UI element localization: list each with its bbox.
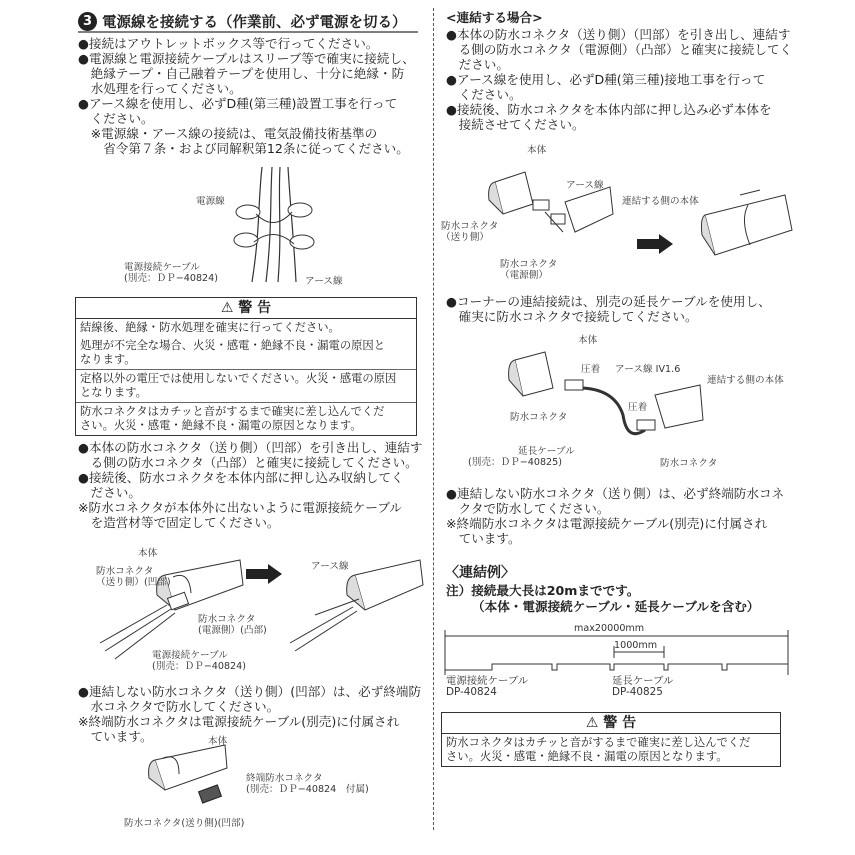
- fig2-cable-line2: (別売：ＤＰ−40824): [152, 661, 247, 672]
- fig5-earth-label: アース線 IV1.6: [615, 364, 681, 375]
- end-line: ※終端防水コネクタは電源接続ケーブル(別売)に付属され: [446, 516, 768, 531]
- fig5-body-label: 本体: [578, 335, 598, 346]
- fig4-earth-label: アース線: [566, 180, 604, 191]
- connect-line: ●接続後、防水コネクタを本体内部に押し込み必ず本体を: [446, 102, 772, 117]
- end-text-left: [78, 684, 421, 744]
- warning-line: なります。: [80, 353, 136, 366]
- fig5-connector-right-label: 防水コネクタ: [660, 458, 718, 469]
- linking-illustration-before: [485, 152, 615, 242]
- warning-line: 結線後、絶縁・防水処理を確実に行ってください。: [80, 321, 340, 334]
- intro-line: ●アース線を使用し、必ずD種(第三種)設置工事を行って: [78, 96, 398, 111]
- warning-row: [76, 403, 416, 435]
- linking-illustration-after: [700, 190, 800, 280]
- connect-line: ださい。: [78, 485, 141, 500]
- connect-text-right: [446, 27, 792, 132]
- fig4-feed-line2: （送り側）: [441, 232, 489, 243]
- example-note-1: 注）接続最大長は20mまでです。: [446, 583, 640, 598]
- fig2-earth-label: アース線: [311, 561, 349, 572]
- warning-row: [76, 370, 416, 403]
- warning-line: 定格以外の電圧では使用しないでください。火災・感電の原因: [80, 372, 397, 385]
- connect-line: る側の防水コネクタ（電源側）（凸部）と確実に接続してく: [446, 42, 793, 57]
- warning-box-right: [441, 712, 781, 767]
- intro-line: 絶縁テープ・自己融着テープを使用し、十分に絶縁・防: [78, 66, 405, 81]
- end-line: ●連結しない防水コネクタ（送り側）(凹部）は、必ず終端防: [78, 684, 422, 699]
- fig4-feed-line1: 防水コネクタ: [441, 221, 499, 232]
- example-ext-label: [612, 676, 673, 698]
- fig4-power-line1: 防水コネクタ: [500, 259, 558, 270]
- fig4-power-line2: （電源側）: [500, 270, 548, 281]
- end-line: 水コネクタで防水してください。: [78, 699, 280, 714]
- intro-line: ※電源線・アース線の接続は、電気設備技術基準の: [78, 126, 378, 141]
- fig2-power-line1: 防水コネクタ: [198, 614, 256, 625]
- fig5-crimp1-label: 圧着: [581, 364, 601, 375]
- example-cable-line1: 電源接続ケーブル: [446, 675, 529, 687]
- column-divider: [433, 8, 434, 830]
- end-line: クタで防水してください。: [446, 501, 610, 516]
- max-length-label: max20000mm: [574, 623, 645, 634]
- example-heading: 〈連結例〉: [445, 565, 515, 581]
- fig3-feed-label: 防水コネクタ(送り側)(凹部): [124, 818, 245, 829]
- fig5-ext-line1: 延長ケーブル: [518, 446, 575, 457]
- fig5-side-body-label: 連結する側の本体: [707, 375, 784, 386]
- section-title: 電源線を接続する（作業前、必ず電源を切る）: [102, 15, 407, 31]
- corner-line: 確実に防水コネクタで接続してください。: [446, 309, 698, 324]
- fig2-cable-line1: 電源接続ケーブル: [152, 650, 228, 661]
- warning-title-text: 警 告: [603, 715, 637, 731]
- fig4-side-body-label: 連結する側の本体: [622, 196, 699, 207]
- fig1-cable-label: [124, 262, 218, 284]
- connect-text-left: [78, 440, 422, 530]
- intro-line: 省令第７条・および同解釈第12条に従ってください。: [78, 141, 409, 156]
- connection-example-diagram: [442, 630, 802, 680]
- intro-text: [78, 36, 415, 156]
- connect-line: 接続させてください。: [446, 117, 585, 132]
- fig3-end-label: [246, 773, 369, 795]
- warning-title-text: 警 告: [238, 300, 272, 316]
- section-heading: [78, 11, 407, 32]
- end-text-right: [446, 486, 784, 546]
- warning-title: [76, 298, 416, 319]
- unit-length-label: 1000mm: [614, 640, 658, 651]
- connector-unit-illustration-after: [285, 555, 425, 665]
- corner-text: [446, 294, 771, 324]
- warning-row: [76, 319, 416, 337]
- fig1-cable-line1: 電源接続ケーブル: [124, 262, 200, 273]
- wire-junction-illustration: [200, 162, 340, 292]
- fig2-power-label: [198, 614, 267, 636]
- connect-line: を造営材等で固定してください。: [78, 515, 280, 530]
- example-cable-line2: DP-40824: [446, 686, 497, 698]
- connect-line: ※防水コネクタが本体外に出ないように電源接続ケーブル: [78, 500, 403, 515]
- corner-linking-illustration: [505, 330, 705, 460]
- warning-triangle-icon: ⚠: [220, 300, 234, 316]
- fig4-body-label: 本体: [527, 145, 547, 156]
- intro-line: ●電源線と電源接続ケーブルはスリーブ等で確実に接続し、: [78, 51, 415, 66]
- fig1-cable-line2: (別売：ＤＰ−40824): [124, 273, 219, 284]
- connect-line: ●アース線を使用し、必ずD種(第三種)接地工事を行って: [446, 72, 766, 87]
- fig3-end-line1: 終端防水コネクタ: [246, 773, 323, 784]
- example-ext-line2: DP-40825: [612, 686, 663, 698]
- fig2-body-label: 本体: [138, 548, 158, 559]
- warning-line: 防水コネクタはカチッと音がするまで確実に差し込んでくだ: [80, 405, 385, 418]
- connect-line: ださい。: [446, 57, 509, 72]
- fig2-feed-label: [96, 566, 171, 588]
- fig3-body-label: 本体: [208, 736, 228, 747]
- warning-triangle-icon: ⚠: [585, 715, 599, 731]
- step-number-badge: 3: [78, 12, 97, 31]
- warning-line: さい。火災・感電・絶縁不良・漏電の原因となります。: [446, 750, 728, 763]
- warning-row: [442, 734, 780, 766]
- end-line: ています。: [446, 531, 521, 546]
- intro-line: ください。: [78, 111, 154, 126]
- fig5-ext-line2: (別売：ＤＰ−40825): [468, 457, 563, 468]
- fig5-connector-left-label: 防水コネクタ: [510, 412, 568, 423]
- connect-line: ●本体の防水コネクタ（送り側）（凹部）を引き出し、連結す: [78, 440, 423, 455]
- warning-line: 処理が不完全な場合、火災・感電・絶縁不良・漏電の原因と: [80, 339, 386, 352]
- connect-line: ●接続後、防水コネクタを本体内部に押し込み収納してく: [78, 470, 404, 485]
- connect-line: ●本体の防水コネクタ（送り側）（凹部）を引き出し、連結す: [446, 27, 791, 42]
- fig2-feed-line2: （送り側）(凹部): [96, 577, 171, 588]
- right-subheading: <連結する場合>: [446, 10, 543, 25]
- end-line: ●連結しない防水コネクタ（送り側）は、必ず終端防水コネ: [446, 486, 785, 501]
- example-ext-line1: 延長ケーブル: [612, 675, 674, 687]
- fig3-end-line2: (別売：ＤＰ−40824 付属): [246, 784, 369, 795]
- fig1-power-line-label: 電源線: [196, 196, 225, 207]
- heading-underline: [78, 31, 418, 35]
- example-cable-label: [446, 676, 528, 698]
- end-line: ※終端防水コネクタは電源接続ケーブル(別売)に付属され: [78, 714, 400, 729]
- intro-line: 水処理を行ってください。: [78, 81, 242, 96]
- fig5-ext-label: [468, 446, 575, 468]
- warning-line: 防水コネクタはカチッと音がするまで確実に差し込んでくだ: [446, 736, 751, 749]
- arrow-right-icon: [637, 234, 673, 254]
- warning-line: さい。火災・感電・絶縁不良・漏電の原因となります。: [80, 419, 362, 432]
- fig4-power-label: [500, 259, 557, 281]
- fig2-power-line2: (電源側）(凸部): [198, 625, 267, 636]
- warning-row: [76, 337, 416, 370]
- connect-line: ください。: [446, 87, 522, 102]
- fig5-crimp2-label: 圧着: [628, 402, 648, 413]
- arrow-right-icon: [246, 564, 282, 584]
- end-line: ています。: [78, 729, 153, 744]
- intro-line: ●接続はアウトレットボックス等で行ってください。: [78, 36, 379, 51]
- warning-line: となります。: [80, 386, 147, 399]
- fig4-feed-label: [441, 221, 498, 243]
- end-cap-illustration: [145, 740, 255, 810]
- example-note-2: （本体・電源接続ケーブル・延長ケーブルを含む）: [472, 599, 760, 614]
- fig2-cable-label: [152, 650, 246, 672]
- corner-line: ●コーナーの連結接続は、別売の延長ケーブルを使用し、: [446, 294, 771, 309]
- warning-box-left: [75, 297, 417, 436]
- warning-title: [442, 713, 780, 734]
- fig1-earth-label: アース線: [305, 276, 343, 287]
- connect-line: る側の防水コネクタ（凸部）と確実に接続してください。: [78, 455, 418, 470]
- fig2-feed-line1: 防水コネクタ: [96, 566, 154, 577]
